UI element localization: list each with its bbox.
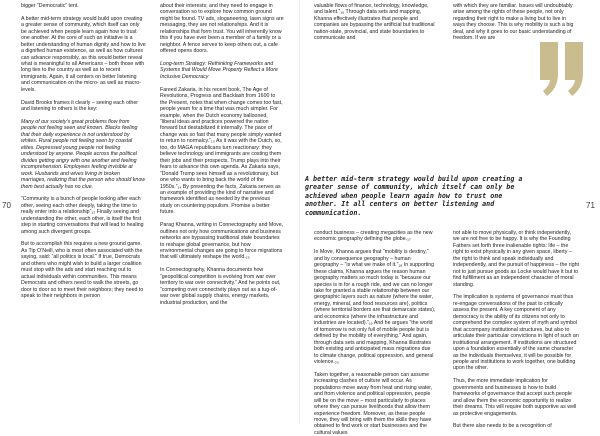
paragraph: bigger “Democratic” tent.	[21, 3, 79, 9]
pull-quote: A better mid-term strategy would build upon creating a greater sense of community, which itself can only be achieved when people learn again how to trust one another. It all centers on better listening and communication.	[305, 175, 523, 217]
right-page-number: 71	[586, 201, 595, 210]
quote-glyph-right	[565, 42, 583, 96]
paragraph: valuable flows of finance, technology, knowledge, and talent.”₁₆ Through data sets and mapping, Khanna effectively illustrates that people and companies are bypassing the artificial but traditional nation-state, provincial, and state boundaries to communicate and	[314, 3, 435, 42]
right-page-column-2	[453, 230, 579, 430]
paragraph: Taken together, a reasonable person can assume increasing clashes of culture will occur. As populations move away from heat and rising water, and from violence and political oppression, people will be on the move – most particularly to places where they can pursue livelihoods that allow them experience freedom. Moreover, as these people move, they will bring with them the skills they have obtained to find work or start businesses and the cultural values	[314, 371, 433, 436]
paragraph: conduct business – creating megacities as the new economic geography defining the globe.₁₇	[314, 230, 433, 243]
block-quote: Many of our society’s great problems flow from people not feeling seen and known. Blacks feeling that their daily experience is not understood by whites. Rural people not feeling seen by coastal elites. Depressed young people not feeling understood by anyone. People across the political divides getting angry with one another and feeling incomprehension. Employees feeling invisible at work. Husbands and wives living in broken marriages, realizing that the person who should know them best actually has no clue.	[21, 118, 146, 190]
paragraph: not able to move physically, or think independently, we are not free to be happy. It is why the Founding Fathers set forth three inalienable rights: life – the right to exist physically in any given space, liberty – the right to think and speak individually and independently, and the pursuit of happiness – the right not to just pursue goods as Locke would have it but to find fulfillment as an independent character of moral standing.	[453, 230, 579, 288]
left-page-number: 70	[2, 201, 11, 210]
paragraph: Parag Khanna, writing in Connectography and Move, outlines not only how communications and business networks are bypassing traditional state boundaries to reshape global governance, but how environmental changes are going to force migrations that will ultimately reshape the world.₁₅	[160, 222, 284, 261]
left-page-column-1	[21, 3, 146, 300]
paragraph: But to accomplish this requires a new ground game. As Tip O’Neill, who is most often associated with the saying, said: “all politics is local.” If true, Democrats and others who might wish to build a larger coalition must stop with the ads and start reaching out to actual individuals within communities. This means Democrats and others need to walk the streets, go door to door so to meet their neighbors; they need to speak to their neighbors in person	[21, 241, 144, 300]
paragraph: with which they are familiar. Issues will undoubtably arise among the rights of these people, not only regarding their right to make a living but to live in ways they choose. This is why mobility is such a big deal, and why it goes to our basic understanding of freedom. If we are	[453, 3, 574, 42]
paragraph: Thus, the more immediate implication for governments and businesses is how to build frameworks of governance that accept such people and allow them the economic opportunity to realize their dreams. This will require both supportive as well as protective engagements.	[453, 378, 577, 417]
paragraph: In Connectography, Khanna documents how “geopolitical competition is evolving from war over territory to war over connectivity.” And he points out, “competing over connectivity plays out as a tug-of-war over global supply chains, energy markets, industrial production, and the	[160, 267, 281, 306]
quotation-mark-icon	[538, 40, 586, 122]
quote-glyph-left	[540, 42, 558, 96]
right-page-column-2-top	[453, 3, 579, 42]
page-gutter	[299, 0, 300, 424]
paragraph: Fareed Zakaria, in his recent book, The Age of Revolutions, Progress and Backlash from 1600 to the Present, notes that when change comes too fast, people yearn for a time that was much simpler. For example, when the Dutch economy ballooned, “liberal ideas and practices powered the nation forward but destabilized it internally. The pace of change was so fast that many people simply wanted to return to normalcy.”₁₃ As it was with the Dutch, so, too, do MAGA republicans turn reactionary: they believe technology and immigrants are costing them their jobs and their prospects. Trump plays into their fears to advance this own agenda. As Zakaria says, “Donald Trump sees himself as a revolutionary, but one who wants to bring back the world of the 1950s.”₁₄ By presenting the facts, Zakaria serves as an example of providing the kind of narrative and framework identified as needed by the previous study on countering populism. Promise a better future.	[160, 86, 283, 216]
right-page-column-1	[314, 230, 436, 436]
paragraph: about their interests; and they need to engage in conversation so to explore how common ground might be found. TV ads, sloganeering, lawn signs are messaging, they are not relationships. And it is relationships that form trust. You will inherently know this if you have ever been a member of a family or a neighbor. A fence serves to keep others out, a cafe offered opens doors.	[160, 3, 284, 55]
right-page-column-1-top	[314, 3, 436, 42]
paragraph: In Move, Khanna argues that “mobility is destiny,” and by consequence geography – human geography – “is what we make of it.”₁₈ In supporting these claims, Khanna argues the reason human geography matters so much today is “because our species is in for a rough ride, and we can no longer take for granted a stable relationship between our geographic layers such as nature (where the water, energy, mineral, and food resources are), politics (where territorial borders are that demarcate states), and economics (where the infrastructure and industries are located).”₁₉ And he argues “the world of tomorrow is not only full of mobile people but is defined by the mobility of everything.” And again, through data sets and mapping, Khanna illustrates both existing and anticipated mass migrations due to climate change, political oppression, and general violence.₂₀	[314, 249, 436, 365]
paragraph: The implication is systems of governance must thus re-engage conversations of the past to critically assess the present. A key component of any democracy is the ability of its citizens not only to comprehend the complex system of myth and symbol that accompany institutional structures, but also to articulate their particular convictions in light of such an institutional arrangement. If institutions are structured upon a foundation essentially of the same character as the individuals themselves, it will be possible for people and institutions to work together, one building upon the other.	[453, 294, 579, 372]
left-page-column-2	[160, 3, 284, 306]
section-heading: Long-term Strategy: Rethinking Frameworks and Systems that Would Move Property Reflect a More Inclusive Democracy	[160, 61, 278, 80]
paragraph: But there also needs to be a recognition of	[453, 423, 552, 430]
paragraph: “Community is a bunch of people looking after each other, seeing each other deeply, taking the time to really enter into a relationship”₁₂ Finally seeing and understanding the other, each other, is itself the first step in starting conversations that will lead to healing among such divergent groups.	[21, 196, 144, 235]
paragraph: David Brooks frames it clearly – seeing each other and listening to others is the key:	[21, 99, 139, 113]
paragraph: A better mid-term strategy would build upon creating a greater sense of community, which itself can only be achieved when people learn again how to trust one another. At the core of such an initiative is a better understanding of human dignity and how to live a dignified human existence, as well as how cultures can advance responsibly, as this would better reveal what is meaningful to all Americans – both those with long ties to the country as well as to recent immigrants. Again, it all centers on better listening and communication on the micro- as well as macro-levels.	[21, 15, 146, 93]
